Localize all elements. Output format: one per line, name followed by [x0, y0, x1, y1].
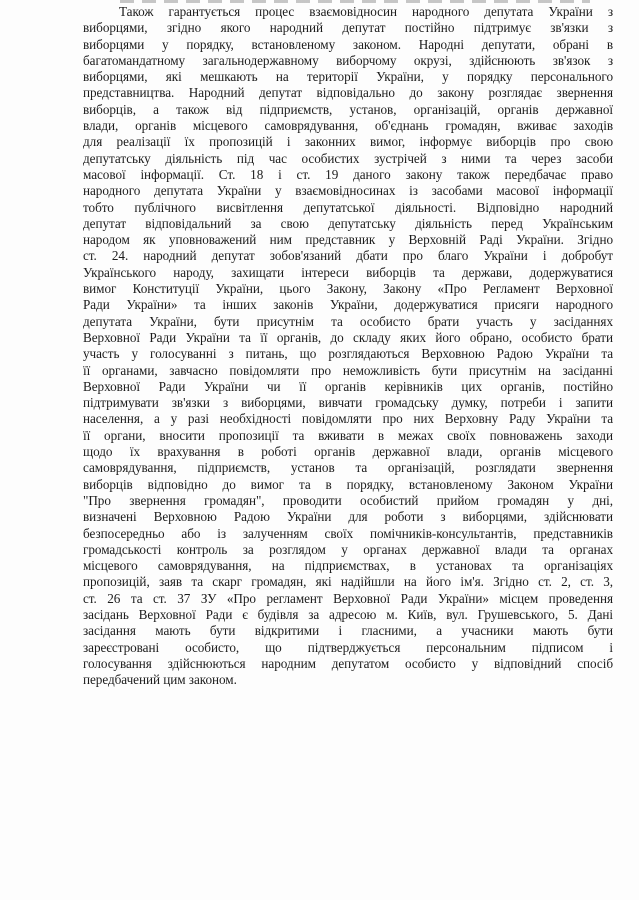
text-line: депутатську діяльність під час особистих зустрічей з ними та через засоби: [83, 150, 613, 166]
document-body: [83, 4, 613, 688]
text-line: для реалізації їх пропозицій і законних вимог, інформує виборців про свою: [83, 134, 613, 150]
text-line: Ради України» та інших законів України, додержуватися присяги народного: [83, 297, 613, 313]
text-line: народного депутата України у взаємовідносинах із засобами масової інформації: [83, 183, 613, 199]
text-line: Українського народу, захищати інтереси виборців та держави, додержуватися: [83, 264, 613, 280]
text-line: підтримувати зв'язки з виборцями, вивчати громадську думку, потреби і запити: [83, 395, 613, 411]
text-line: її органи, вносити пропозиції та вживати в межах своїх повноважень заходи: [83, 427, 613, 443]
text-line: населення, а у разі необхідності повідомляти про них Верховну Раду України та: [83, 411, 613, 427]
text-line: самоврядування, підприємств, установ та організацій, розглядати звернення: [83, 460, 613, 476]
text-line: Також гарантується процес взаємовідносин народного депутата України з: [119, 4, 613, 19]
text-line: виборців, а також від підприємств, установ, організацій, органів державної: [83, 101, 613, 117]
text-line: виборцями у порядку, встановленому законом. Народні депутати, обрані в: [83, 36, 613, 52]
text-line: громадськості контроль за розглядом у органах державної влади та органах: [83, 541, 613, 557]
text-line: виборцями, які мешкають на території України, у порядку персонального: [83, 69, 613, 85]
text-line: засідання мають бути відкритими і гласними, а учасники мають бути: [83, 623, 613, 639]
text-line: ст. 26 та ст. 37 ЗУ «Про регламент Верховної Ради України» місцем проведення: [83, 590, 613, 606]
text-line: передбачений цим законом.: [83, 672, 237, 688]
text-line: щодо їх врахування в роботі органів державної влади, органів місцевого: [83, 444, 613, 460]
text-line: зареєстровані особисто, що підтверджується персональним підписом і: [83, 639, 613, 655]
text-line: вимог Конституції України, цього Закону, Закону «Про Регламент Верховної: [83, 281, 613, 297]
text-line: місцевого самоврядування, на підприємствах, в установах та організаціях: [83, 558, 613, 574]
text-line: масової інформації. Ст. 18 і ст. 19 даного закону також передбачає право: [83, 166, 613, 182]
text-line: Верховної Ради України та її органів, до складу яких його обрано, особисто брати: [83, 329, 613, 345]
text-line: "Про звернення громадян", проводити особистий прийом громадян у дні,: [83, 492, 613, 508]
scan-top-edge: [120, 0, 590, 3]
text-line: багатомандатному загальнодержавному виборчому окрузі, здійснюють зв'язок з: [83, 52, 613, 68]
text-line: безпосередньо або із залученням своїх помічників-консультантів, представників: [83, 525, 613, 541]
text-line: влади, органів місцевого самоврядування, об'єднань громадян, вживає заходів: [83, 118, 613, 134]
text-line: народом як уповноважений ним представник у Верховній Раді України. Згідно: [83, 232, 613, 248]
text-line: тобто публічного висвітлення депутатської діяльності. Відповідно народний: [83, 199, 613, 215]
text-line: представництва. Народний депутат відповідально до закону розглядає звернення: [83, 85, 613, 101]
text-line: визначені Верховною Радою України для роботи з виборцями, здійснювати: [83, 509, 613, 525]
text-line: її органами, завчасно повідомляти про неможливість бути присутнім на засіданні: [83, 362, 613, 378]
text-line: виборцями, згідно якого народний депутат постійно підтримує зв'язки з: [83, 20, 613, 36]
text-line: голосування здійснюються народним депутатом особисто у відповідний спосіб: [83, 655, 613, 671]
text-line: депутат відповідальний за свою депутатську діяльність перед Українським: [83, 215, 613, 231]
text-line: участь у голосуванні з питань, що розглядаються Верховною Радою України та: [83, 346, 613, 362]
text-line: Верховної Ради України чи її органів керівників цих органів, постійно: [83, 378, 613, 394]
text-line: депутата України, бути присутнім та особисто брати участь у засіданнях: [83, 313, 613, 329]
text-line: засідань Верховної Ради є будівля за адресою м. Київ, вул. Грушевського, 5. Дані: [83, 606, 613, 622]
text-line: ст. 24. народний депутат зобов'язаний дбати про благо України і добробут: [83, 248, 613, 264]
text-line: виборців відповідно до вимог та в порядку, встановленому Законом України: [83, 476, 613, 492]
text-line: пропозицій, заяв та скарг громадян, які надійшли на його ім'я. Згідно ст. 2, ст. 3,: [83, 574, 613, 590]
